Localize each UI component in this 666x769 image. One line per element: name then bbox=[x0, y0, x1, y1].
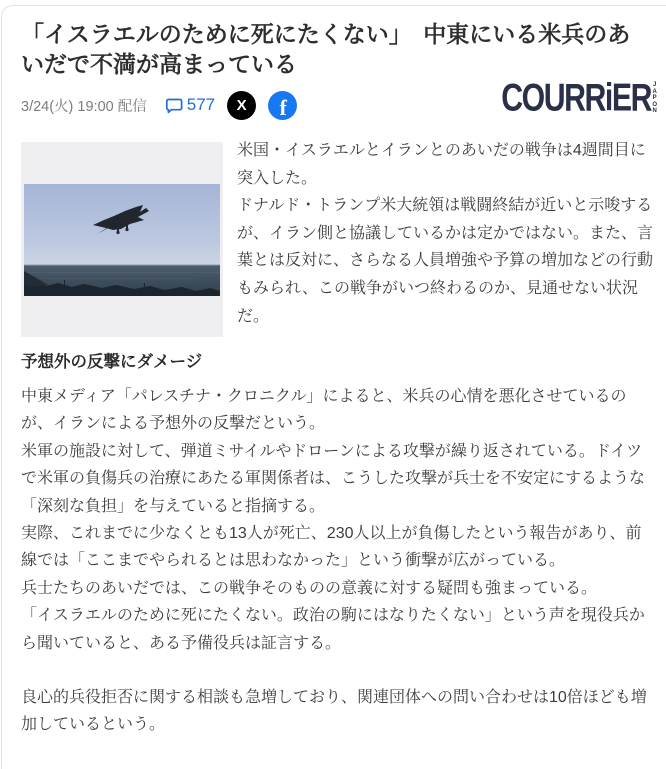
body-paragraph: 中東メディア「パレスチナ・クロニクル」によると、米兵の心情を悪化させているのが、イランによる予想外の反撃だという。 bbox=[21, 388, 627, 433]
logo-letter: J bbox=[652, 82, 657, 88]
logo-letter: A bbox=[652, 88, 657, 95]
publish-date: 3/24(火) 19:00 配信 bbox=[21, 98, 147, 115]
lead-section bbox=[21, 142, 654, 337]
article-card bbox=[1, 5, 666, 769]
share-x-button[interactable] bbox=[227, 91, 256, 120]
body-paragraph: 実際、これまでに少なくとも13人が死亡、230人以上が負傷したという報告があり、前線では「ここまでやられるとは思わなかった」という衝撃が広がっている。 bbox=[21, 525, 642, 570]
closing-paragraph: 良心的兵役拒否に関する相談も急増しており、関連団体への問い合わせは10倍ほども増加しているという。 bbox=[21, 689, 647, 734]
courrier-logo-text: COURRiER bbox=[501, 75, 652, 119]
share-facebook-button[interactable] bbox=[268, 91, 297, 120]
lead-paragraph: 米国・イスラエルとイランとのあいだの戦争は4週間目に突入した。 bbox=[237, 142, 646, 187]
article-thumbnail[interactable] bbox=[21, 142, 223, 337]
fighter-jet-photo bbox=[24, 184, 220, 296]
article-title: 「イスラエルのために死にたくない」 中東にいる米兵のあいだで不満が高まっている bbox=[21, 21, 631, 77]
lead-paragraph: ドナルド・トランプ米大統領は戦闘終結が近いと示唆するが、イラン側と協議しているかは定かではない。また、言葉とは反対に、さらなる人員増強や予算の増加などの行動もみられ、この戦争がいつ終わるのか、見通せない状況だ。 bbox=[237, 197, 654, 325]
x-icon: X bbox=[236, 96, 247, 114]
logo-letter: P bbox=[652, 95, 657, 102]
facebook-icon: f bbox=[279, 94, 287, 120]
logo-letter: N bbox=[652, 108, 657, 115]
comment-bubble-icon bbox=[165, 96, 183, 114]
lead-text bbox=[237, 137, 654, 337]
comment-count-button[interactable] bbox=[165, 95, 215, 115]
body-paragraph: 兵士たちのあいだでは、この戦争そのものの意義に対する疑問も強まっている。 bbox=[21, 579, 598, 597]
logo-letter: O bbox=[652, 101, 657, 108]
section-heading: 予想外の反撃にダメージ bbox=[21, 353, 203, 371]
courrier-logo-japon-vertical bbox=[652, 82, 657, 115]
body-paragraph: 「イスラエルのために死にたくない。政治の駒にはなりたくない」という声を現役兵から聞いていると、ある予備役兵は証言する。 bbox=[21, 607, 645, 652]
courrier-japon-logo[interactable] bbox=[443, 75, 657, 121]
article-body bbox=[21, 383, 654, 739]
body-paragraph: 米軍の施設に対して、弾道ミサイルやドローンによる攻撃が繰り返されている。ドイツで米軍の負傷兵の治療にあたる軍関係者は、こうした攻撃が兵士を不安定にするような「深刻な負担」を与えていると指摘する。 bbox=[21, 442, 646, 515]
comment-count: 577 bbox=[186, 95, 216, 114]
